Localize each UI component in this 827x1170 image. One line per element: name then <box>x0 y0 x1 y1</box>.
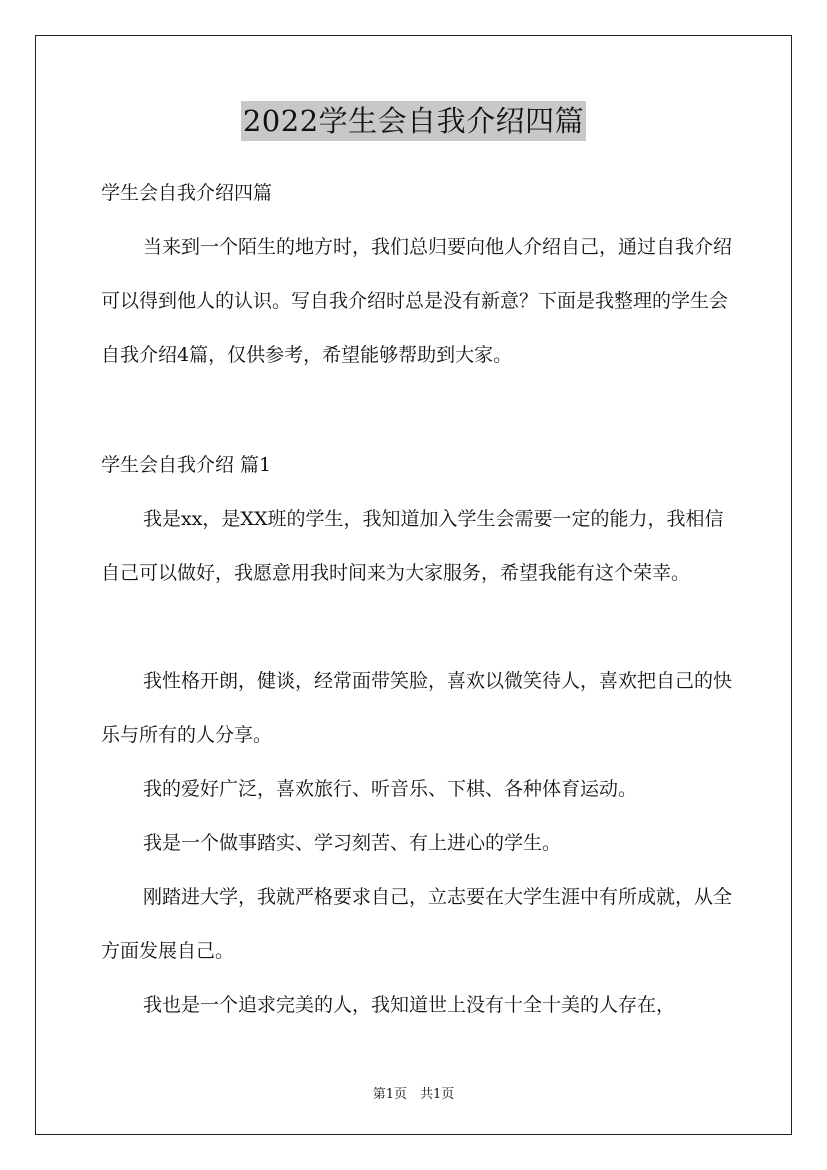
title-container <box>0 101 827 141</box>
body-paragraph-2: 我性格开朗，健谈，经常面带笑脸，喜欢以微笑待人，喜欢把自己的快乐与所有的人分享。 <box>101 670 733 746</box>
page-footer: 第1页 共1页 <box>372 1087 455 1102</box>
body-paragraph-1: 我是xx，是XX班的学生，我知道加入学生会需要一定的能力，我相信自己可以做好，我愿意用我时间来为大家服务，希望我能有这个荣幸。 <box>101 508 724 584</box>
intro-paragraph: 当来到一个陌生的地方时，我们总归要向他人介绍自己，通过自我介绍可以得到他人的认识。写自我介绍时总是没有新意？下面是我整理的学生会自我介绍4篇，仅供参考，希望能够帮助到大家。 <box>101 236 733 366</box>
document-title: 2022学生会自我介绍四篇 <box>241 101 586 141</box>
body-paragraph-5: 刚踏进大学，我就严格要求自己，立志要在大学生涯中有所成就，从全方面发展自己。 <box>101 886 733 962</box>
body-paragraph-3: 我的爱好广泛，喜欢旅行、听音乐、下棋、各种体育运动。 <box>143 778 638 800</box>
section-heading: 学生会自我介绍 篇1 <box>101 454 272 476</box>
body-paragraph-4: 我是一个做事踏实、学习刻苦、有上进心的学生。 <box>143 832 562 854</box>
body-paragraph-6: 我也是一个追求完美的人，我知道世上没有十全十美的人存在， <box>143 994 676 1016</box>
subtitle: 学生会自我介绍四篇 <box>101 182 273 204</box>
